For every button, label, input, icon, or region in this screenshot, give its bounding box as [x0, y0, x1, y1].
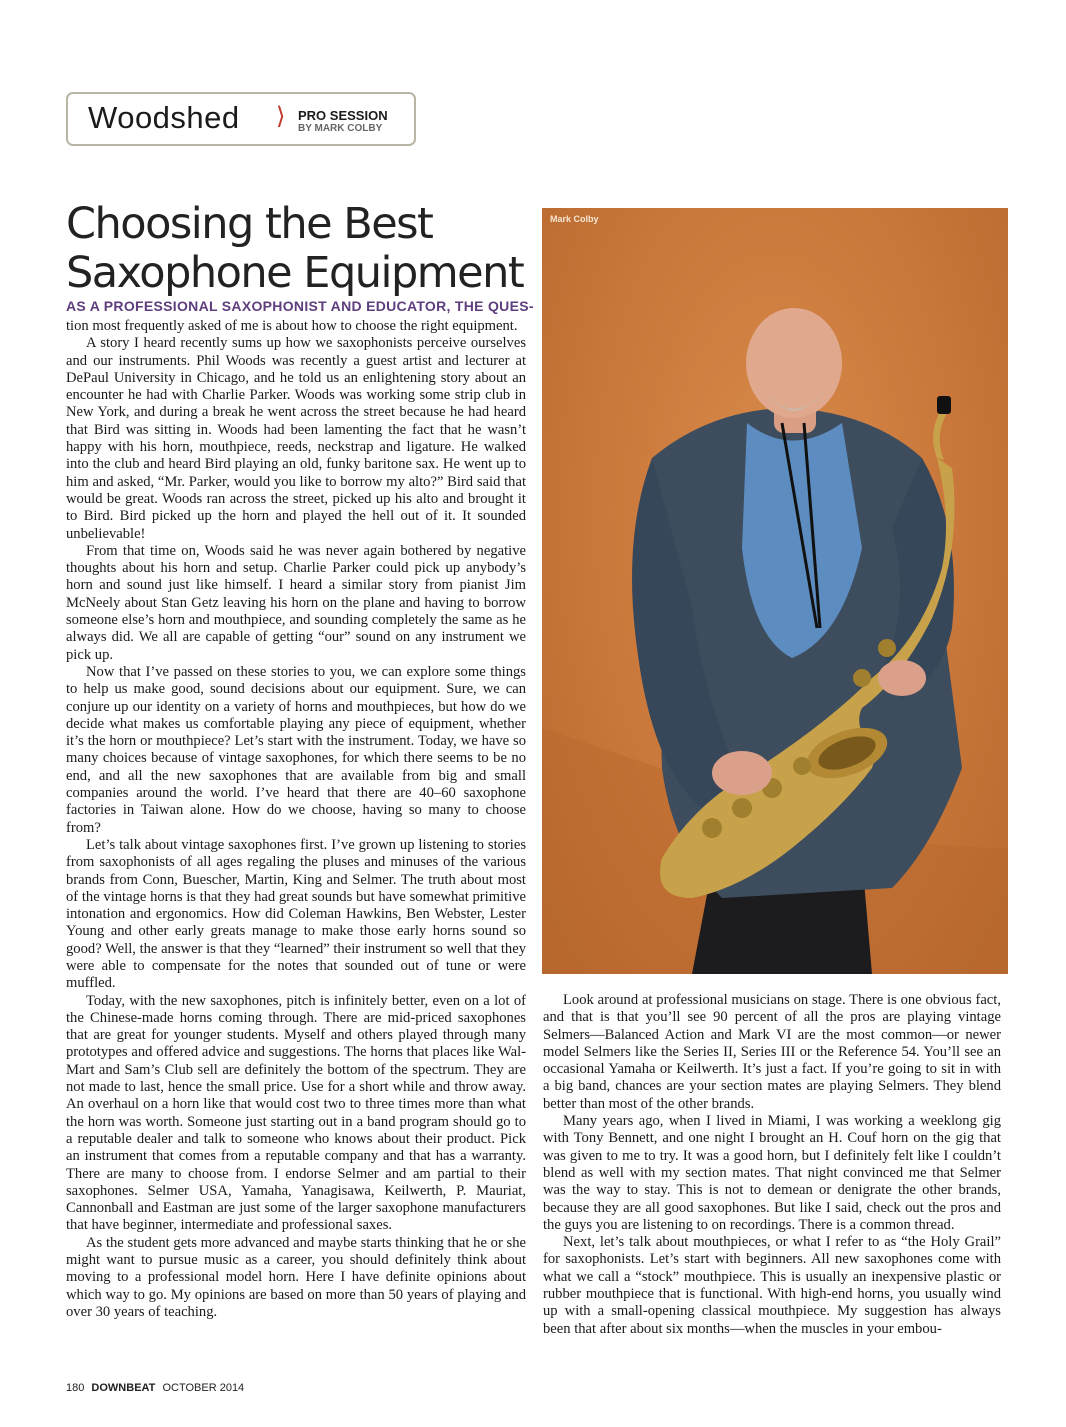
page-number: 180 — [66, 1382, 85, 1394]
paragraph: Many years ago, when I lived in Miami, I was working a weeklong gig with Tony Bennett, and one night I brought an H. Couf horn on the gig that was given to me to try. It was a good horn, but I definitely felt like I couldn’t blend as well with my section mates. That night convinced me that Selmer was the way to stay. This is not to demean or denigrate the other brands, because they are all good saxophones. But like I said, check out the pros and the guys you are listening to on recordings. There is a common thread. — [543, 1113, 1001, 1233]
left-column — [66, 318, 526, 1321]
article-headline: Choosing the Best Saxophone Equipment — [66, 199, 524, 298]
saxophonist-photo — [542, 208, 1008, 974]
paragraph: As the student gets more advanced and maybe starts thinking that he or she might want to pursue music as a career, you should definitely think about moving to a professional model horn. Here I have definite opinions about which way to go. My opinions are based on more than 50 years of playing and over 30 years of teaching. — [66, 1234, 526, 1320]
issue-date: OCTOBER 2014 — [162, 1382, 245, 1394]
session-title: PRO SESSION — [298, 108, 388, 123]
paragraph: A story I heard recently sums up how we saxophonists perceive ourselves and our instruments. Phil Woods was recently a guest artist and lecturer at DePaul University in Chicago, and he told us an enlightening story about an encounter he had with Charlie Parker. Woods was working some strip club in New York, and during a break he went across the street because he had heard that Bird was sitting in. Woods had been lamenting the fact that he wasn’t happy with his horn, mouthpiece, reeds, neckstrap and ligature. He walked into the club and heard Bird playing an old, funky baritone sax. He went up to him and asked, “Mr. Parker, would you like to borrow my alto?” Bird said that would be great. Woods ran across the street, picked up his alto and brought it to Bird. Bird picked up the horn and played the hell out of it. It sounded unbelievable! — [66, 335, 526, 542]
paragraph: Look around at professional musicians on stage. There is one obvious fact, and that is that you’ll see 90 percent of all the pros are playing vintage Selmers—Balanced Action and Mark VI are the most common—or newer model Selmers like the Series II, Series III or the Reference 54. You’ll see an occasional Yamaha or Keilwerth. It’s just a fact. If you’re going to sit in with a big band, chances are your section mates are playing Selmers. They blend better than most of the other brands. — [543, 992, 1001, 1112]
session-byline: BY MARK COLBY — [298, 123, 383, 134]
paragraph: tion most frequently asked of me is about how to choose the right equipment. — [66, 318, 518, 334]
page-footer — [66, 1382, 244, 1394]
paragraph: Next, let’s talk about mouthpieces, or what I refer to as “the Holy Grail” for saxophonists. Let’s start with beginners. All new saxophones come with what we call a “stock” mouthpiece. This is usually an inexpensive plastic or rubber mouthpiece that is functional. With high-end horns, you usually wind up with a small-opening classical mouthpiece. My suggestion has always been that after about six months—when the muscles in your embou- — [543, 1234, 1001, 1337]
department-header — [66, 92, 416, 146]
lead-in-caps: AS A PROFESSIONAL SAXOPHONIST AND EDUCATOR, THE QUES- — [66, 298, 534, 314]
photo-illustration — [542, 208, 1008, 974]
paragraph: Today, with the new saxophones, pitch is infinitely better, even on a lot of the Chinese-made horns coming through. There are mid-priced saxophones that are great for younger students. Myself and others played through many prototypes and offered advice and suggestions. The horns that places like Wal-Mart and Sam’s Club sell are definitely the bottom of the spectrum. They are not made to last, hence the small price. Use for a short while and throw away. An overhaul on a horn like that would cost two to three times more than what the horn was worth. Someone just starting out in a band program should go to a reputable dealer and talk to someone who knows about their product. Pick an instrument that comes from a reputable company and that has a warranty. There are many to choose from. I endorse Selmer and am partial to their saxophones. Selmer USA, Yamaha, Yanagisawa, Keilwerth, P. Mauriat, Cannonball and Eastman are just some of the larger saxophone manufacturers that have beginner, intermediate and professional saxes. — [66, 992, 526, 1234]
paragraph: From that time on, Woods said he was never again bothered by negative thoughts about his horn and setup. Charlie Parker could pick up anybody’s horn and sound just like himself. I heard a similar story from pianist Jim McNeely about Stan Getz leaving his horn on the plane and having to borrow someone else’s horn and mouthpiece, and sounding completely the same as he always did. We all are capable of getting “our” sound on any instrument we pick up. — [66, 542, 526, 663]
right-column — [543, 992, 1001, 1338]
chevron-icon: ⟩ — [276, 102, 286, 130]
paragraph: Let’s talk about vintage saxophones first. I’ve grown up listening to stories from saxophonists of all ages regaling the pluses and minuses of the various brands from Conn, Buescher, Martin, King and Selmer. The truth about most of the vintage horns is that they had great sounds but have somewhat primitive intonation and ergonomics. How did Coleman Hawkins, Ben Webster, Lester Young and other early greats manage to make those early horns sound so good? Well, the answer is that they “learned” their instrument so well that they were able to compensate for the notes that sounded out of tune or were muffled. — [66, 836, 526, 992]
department-name: Woodshed — [88, 100, 240, 135]
magazine-name: DOWNBEAT — [91, 1382, 156, 1394]
paragraph: Now that I’ve passed on these stories to you, we can explore some things to help us make good, sound decisions about our equipment. Sure, we can conjure up our identity on a variety of horns and mouthpieces, but how do we decide what makes us comfortable playing any piece of equipment, whether it’s the horn or mouthpiece? Let’s start with the instrument. Today, we have so many choices because of vintage saxophones, for which there seems to be no end, and all the new saxophones that are available from big and small companies around the world. I’ve heard that there are 40–60 saxophone factories in Taiwan alone. How do we choose, having so many to choose from? — [66, 663, 526, 836]
photo-credit: Mark Colby — [550, 214, 599, 224]
